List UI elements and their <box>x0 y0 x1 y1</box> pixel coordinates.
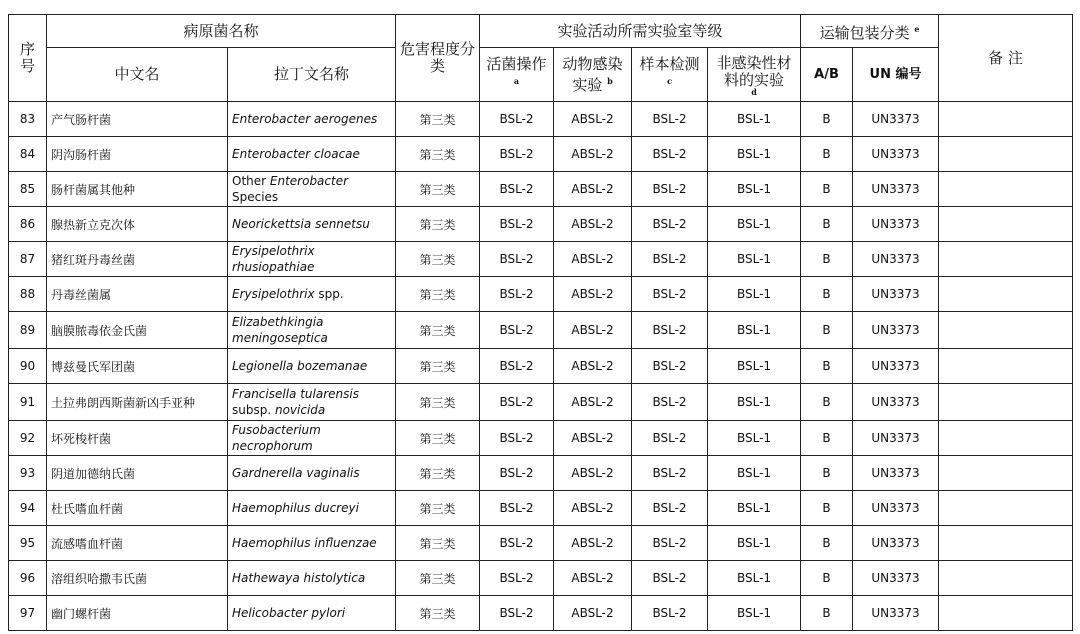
cell-noninfectious: BSL-1 <box>708 384 801 421</box>
latin-name-part: Elizabethkingia meningoseptica <box>232 315 328 345</box>
header-pathogen-name: 病原菌名称 <box>47 15 396 48</box>
header-ab: A/B <box>801 48 853 102</box>
cell-noninfectious: BSL-1 <box>708 312 801 349</box>
cell-noninfectious: BSL-1 <box>708 349 801 384</box>
cell-remark <box>939 207 1073 242</box>
cell-latin-name <box>228 172 396 207</box>
cell-animal: ABSL-2 <box>554 277 632 312</box>
cell-latin-name <box>228 349 396 384</box>
cell-seq: 94 <box>9 491 47 526</box>
header-hazard: 危害程度分类 <box>396 15 480 102</box>
latin-name-part: Other <box>232 174 270 188</box>
latin-name-part: Enterobacter <box>269 174 349 188</box>
table-row <box>9 277 1073 312</box>
cell-hazard: 第三类 <box>396 349 480 384</box>
cell-chinese-name: 幽门螺杆菌 <box>47 596 228 631</box>
cell-remark <box>939 137 1073 172</box>
latin-name-part: Hathewaya histolytica <box>232 571 366 585</box>
cell-live-culture: BSL-2 <box>480 172 554 207</box>
cell-seq: 93 <box>9 456 47 491</box>
cell-chinese-name: 博兹曼氏军团菌 <box>47 349 228 384</box>
cell-remark <box>939 172 1073 207</box>
latin-name-part: Neorickettsia sennetsu <box>232 217 370 231</box>
table-row <box>9 526 1073 561</box>
cell-latin-name <box>228 456 396 491</box>
cell-hazard: 第三类 <box>396 526 480 561</box>
cell-seq: 85 <box>9 172 47 207</box>
cell-hazard: 第三类 <box>396 207 480 242</box>
cell-latin-name <box>228 277 396 312</box>
cell-live-culture: BSL-2 <box>480 349 554 384</box>
cell-un: UN3373 <box>853 312 939 349</box>
cell-animal: ABSL-2 <box>554 526 632 561</box>
cell-animal: ABSL-2 <box>554 207 632 242</box>
cell-noninfectious: BSL-1 <box>708 491 801 526</box>
header-chinese-name: 中文名 <box>47 48 228 102</box>
cell-sample: BSL-2 <box>632 456 708 491</box>
cell-seq: 88 <box>9 277 47 312</box>
latin-name-part: Enterobacter cloacae <box>232 147 360 161</box>
cell-sample: BSL-2 <box>632 596 708 631</box>
cell-live-culture: BSL-2 <box>480 207 554 242</box>
cell-ab: B <box>801 456 853 491</box>
cell-chinese-name: 腺热新立克次体 <box>47 207 228 242</box>
cell-remark <box>939 596 1073 631</box>
header-noninfectious-text: 非感染性材料的实验 <box>716 53 792 89</box>
cell-latin-name <box>228 384 396 421</box>
cell-animal: ABSL-2 <box>554 421 632 456</box>
table-body <box>9 102 1073 631</box>
cell-seq: 83 <box>9 102 47 137</box>
header-seq: 序号 <box>9 15 47 102</box>
latin-name-part: Francisella tularensis <box>232 387 359 401</box>
cell-un: UN3373 <box>853 526 939 561</box>
cell-chinese-name: 坏死梭杆菌 <box>47 421 228 456</box>
cell-animal: ABSL-2 <box>554 172 632 207</box>
header-transport-text: 运输包装分类 <box>819 23 910 42</box>
cell-live-culture: BSL-2 <box>480 137 554 172</box>
cell-sample: BSL-2 <box>632 421 708 456</box>
pathogen-table <box>8 14 1073 631</box>
cell-latin-name <box>228 242 396 277</box>
latin-name-part: Enterobacter aerogenes <box>232 112 378 126</box>
cell-latin-name <box>228 312 396 349</box>
cell-live-culture: BSL-2 <box>480 277 554 312</box>
cell-live-culture: BSL-2 <box>480 596 554 631</box>
cell-remark <box>939 349 1073 384</box>
header-transport <box>801 15 939 48</box>
cell-latin-name <box>228 491 396 526</box>
cell-chinese-name: 丹毒丝菌属 <box>47 277 228 312</box>
cell-remark <box>939 456 1073 491</box>
cell-live-culture: BSL-2 <box>480 561 554 596</box>
cell-sample: BSL-2 <box>632 207 708 242</box>
table-row <box>9 421 1073 456</box>
cell-latin-name <box>228 137 396 172</box>
cell-live-culture: BSL-2 <box>480 384 554 421</box>
cell-animal: ABSL-2 <box>554 456 632 491</box>
latin-name-part: Erysipelothrix <box>232 287 315 301</box>
latin-name-part: Helicobacter pylori <box>232 606 346 620</box>
table-row <box>9 491 1073 526</box>
cell-hazard: 第三类 <box>396 172 480 207</box>
cell-hazard: 第三类 <box>396 102 480 137</box>
cell-hazard: 第三类 <box>396 421 480 456</box>
header-sample-sup: c <box>667 75 672 86</box>
cell-un: UN3373 <box>853 561 939 596</box>
cell-un: UN3373 <box>853 421 939 456</box>
cell-seq: 95 <box>9 526 47 561</box>
header-un: UN 编号 <box>853 48 939 102</box>
cell-remark <box>939 102 1073 137</box>
cell-seq: 91 <box>9 384 47 421</box>
table-row <box>9 312 1073 349</box>
cell-remark <box>939 561 1073 596</box>
cell-sample: BSL-2 <box>632 242 708 277</box>
cell-noninfectious: BSL-1 <box>708 172 801 207</box>
cell-un: UN3373 <box>853 596 939 631</box>
cell-latin-name <box>228 596 396 631</box>
cell-hazard: 第三类 <box>396 277 480 312</box>
table-row <box>9 242 1073 277</box>
latin-name-part: Gardnerella vaginalis <box>232 466 360 480</box>
cell-seq: 92 <box>9 421 47 456</box>
header-live-culture-sup: a <box>513 75 520 86</box>
header-noninfectious-sup: d <box>751 86 757 97</box>
cell-animal: ABSL-2 <box>554 312 632 349</box>
header-transport-sup: e <box>914 23 920 34</box>
cell-noninfectious: BSL-1 <box>708 596 801 631</box>
cell-seq: 89 <box>9 312 47 349</box>
cell-live-culture: BSL-2 <box>480 456 554 491</box>
cell-remark <box>939 312 1073 349</box>
cell-seq: 97 <box>9 596 47 631</box>
cell-live-culture: BSL-2 <box>480 526 554 561</box>
cell-ab: B <box>801 561 853 596</box>
cell-hazard: 第三类 <box>396 312 480 349</box>
cell-animal: ABSL-2 <box>554 596 632 631</box>
cell-noninfectious: BSL-1 <box>708 102 801 137</box>
cell-un: UN3373 <box>853 491 939 526</box>
cell-hazard: 第三类 <box>396 384 480 421</box>
cell-chinese-name: 流感嗜血杆菌 <box>47 526 228 561</box>
cell-un: UN3373 <box>853 277 939 312</box>
cell-noninfectious: BSL-1 <box>708 526 801 561</box>
cell-noninfectious: BSL-1 <box>708 561 801 596</box>
cell-ab: B <box>801 242 853 277</box>
cell-latin-name <box>228 561 396 596</box>
cell-un: UN3373 <box>853 207 939 242</box>
cell-noninfectious: BSL-1 <box>708 207 801 242</box>
cell-chinese-name: 土拉弗朗西斯菌新凶手亚种 <box>47 384 228 421</box>
cell-ab: B <box>801 312 853 349</box>
cell-sample: BSL-2 <box>632 172 708 207</box>
cell-chinese-name: 阴沟肠杆菌 <box>47 137 228 172</box>
cell-latin-name <box>228 421 396 456</box>
cell-ab: B <box>801 172 853 207</box>
cell-hazard: 第三类 <box>396 137 480 172</box>
cell-ab: B <box>801 102 853 137</box>
header-latin-name: 拉丁文名称 <box>228 48 396 102</box>
cell-sample: BSL-2 <box>632 491 708 526</box>
header-animal-sup: b <box>607 75 613 86</box>
latin-name-part: Legionella bozemanae <box>232 359 368 373</box>
cell-ab: B <box>801 384 853 421</box>
cell-chinese-name: 杜氏嗜血杆菌 <box>47 491 228 526</box>
cell-chinese-name: 猪红斑丹毒丝菌 <box>47 242 228 277</box>
cell-sample: BSL-2 <box>632 384 708 421</box>
latin-name-part: novicida <box>274 403 326 417</box>
cell-ab: B <box>801 207 853 242</box>
cell-latin-name <box>228 207 396 242</box>
cell-un: UN3373 <box>853 102 939 137</box>
cell-un: UN3373 <box>853 456 939 491</box>
cell-seq: 84 <box>9 137 47 172</box>
cell-hazard: 第三类 <box>396 596 480 631</box>
cell-live-culture: BSL-2 <box>480 491 554 526</box>
cell-hazard: 第三类 <box>396 456 480 491</box>
latin-name-part: Species <box>232 190 279 204</box>
latin-name-part: subsp. <box>232 403 275 417</box>
cell-remark <box>939 526 1073 561</box>
cell-animal: ABSL-2 <box>554 137 632 172</box>
cell-sample: BSL-2 <box>632 102 708 137</box>
header-animal <box>554 48 632 102</box>
cell-live-culture: BSL-2 <box>480 242 554 277</box>
cell-animal: ABSL-2 <box>554 384 632 421</box>
latin-name-part: Haemophilus influenzae <box>232 536 377 550</box>
cell-seq: 86 <box>9 207 47 242</box>
cell-ab: B <box>801 137 853 172</box>
header-sample <box>632 48 708 102</box>
header-lab-level: 实验活动所需实验室等级 <box>480 15 801 48</box>
cell-sample: BSL-2 <box>632 137 708 172</box>
cell-animal: ABSL-2 <box>554 561 632 596</box>
header-live-culture-text: 活菌操作 <box>486 54 547 73</box>
table-row <box>9 596 1073 631</box>
table-row <box>9 207 1073 242</box>
table-row <box>9 456 1073 491</box>
cell-animal: ABSL-2 <box>554 242 632 277</box>
cell-remark <box>939 277 1073 312</box>
cell-chinese-name: 阴道加德纳氏菌 <box>47 456 228 491</box>
header-live-culture <box>480 48 554 102</box>
header-row-top <box>9 15 1073 48</box>
cell-sample: BSL-2 <box>632 349 708 384</box>
cell-latin-name <box>228 526 396 561</box>
latin-name-part: Haemophilus ducreyi <box>232 501 359 515</box>
cell-noninfectious: BSL-1 <box>708 137 801 172</box>
header-sample-text: 样本检测 <box>639 54 700 73</box>
cell-live-culture: BSL-2 <box>480 312 554 349</box>
cell-un: UN3373 <box>853 349 939 384</box>
table-row <box>9 102 1073 137</box>
cell-animal: ABSL-2 <box>554 102 632 137</box>
cell-remark <box>939 242 1073 277</box>
cell-ab: B <box>801 277 853 312</box>
cell-seq: 87 <box>9 242 47 277</box>
cell-ab: B <box>801 526 853 561</box>
table-row <box>9 137 1073 172</box>
cell-live-culture: BSL-2 <box>480 421 554 456</box>
cell-noninfectious: BSL-1 <box>708 277 801 312</box>
table-row <box>9 172 1073 207</box>
latin-name-part: spp. <box>314 287 344 301</box>
cell-noninfectious: BSL-1 <box>708 242 801 277</box>
table-row <box>9 384 1073 421</box>
cell-live-culture: BSL-2 <box>480 102 554 137</box>
cell-sample: BSL-2 <box>632 277 708 312</box>
cell-hazard: 第三类 <box>396 491 480 526</box>
cell-seq: 96 <box>9 561 47 596</box>
cell-un: UN3373 <box>853 242 939 277</box>
cell-animal: ABSL-2 <box>554 349 632 384</box>
table-row <box>9 561 1073 596</box>
latin-name-part: Erysipelothrix rhusiopathiae <box>232 244 315 274</box>
header-row-bottom <box>9 48 1073 102</box>
cell-un: UN3373 <box>853 172 939 207</box>
cell-latin-name <box>228 102 396 137</box>
cell-sample: BSL-2 <box>632 561 708 596</box>
cell-ab: B <box>801 421 853 456</box>
cell-noninfectious: BSL-1 <box>708 456 801 491</box>
header-animal-text: 动物感染实验 <box>562 54 623 94</box>
cell-ab: B <box>801 491 853 526</box>
latin-name-part: Fusobacterium necrophorum <box>232 423 321 453</box>
cell-ab: B <box>801 596 853 631</box>
cell-chinese-name: 脑膜脓毒依金氏菌 <box>47 312 228 349</box>
cell-un: UN3373 <box>853 384 939 421</box>
cell-remark <box>939 421 1073 456</box>
cell-sample: BSL-2 <box>632 312 708 349</box>
cell-chinese-name: 产气肠杆菌 <box>47 102 228 137</box>
cell-chinese-name: 溶组织哈撒韦氏菌 <box>47 561 228 596</box>
header-noninfectious <box>708 48 801 102</box>
cell-remark <box>939 384 1073 421</box>
cell-chinese-name: 肠杆菌属其他种 <box>47 172 228 207</box>
cell-un: UN3373 <box>853 137 939 172</box>
cell-sample: BSL-2 <box>632 526 708 561</box>
cell-hazard: 第三类 <box>396 242 480 277</box>
header-remark: 备 注 <box>939 15 1073 102</box>
cell-ab: B <box>801 349 853 384</box>
table-row <box>9 349 1073 384</box>
cell-noninfectious: BSL-1 <box>708 421 801 456</box>
cell-animal: ABSL-2 <box>554 491 632 526</box>
cell-seq: 90 <box>9 349 47 384</box>
cell-hazard: 第三类 <box>396 561 480 596</box>
cell-remark <box>939 491 1073 526</box>
